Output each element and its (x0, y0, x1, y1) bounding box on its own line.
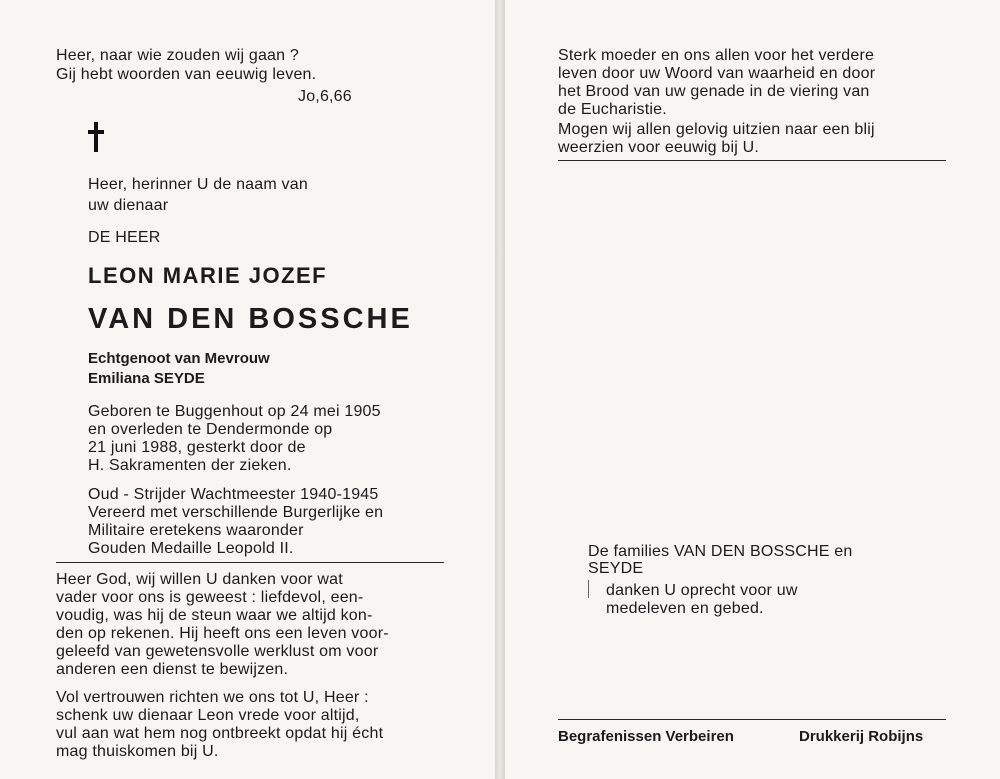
prayer-line-6: anderen een dienst te bewijzen. (56, 661, 289, 678)
bible-quote-reference: Jo,6,66 (298, 88, 352, 105)
divider-right-top (558, 160, 946, 161)
bible-quote-line-1: Heer, naar wie zouden wij gaan ? (56, 47, 299, 64)
honorific-title: DE HEER (88, 229, 161, 246)
thanks-indent-mark (588, 580, 589, 598)
hope-line-1: Mogen wij allen gelovig uitzien naar een blij (558, 121, 875, 138)
prayer-line-2: vader voor ons is geweest : liefdevol, een- (56, 589, 364, 606)
life-line-3: 21 juni 1988, gesterkt door de (88, 439, 306, 456)
right-prayer-line-1: Sterk moeder en ons allen voor het verdere (558, 47, 875, 64)
undertaker-credit: Begrafenissen Verbeiren (558, 728, 734, 745)
thanks-line-3: danken U oprecht voor uw (606, 582, 798, 599)
veteran-line-2: Vereerd met verschillende Burgerlijke en (88, 504, 384, 521)
prayer-line-1: Heer God, wij willen U danken voor wat (56, 571, 343, 588)
spouse-line-2: Emiliana SEYDE (88, 370, 205, 387)
remember-line-2: uw dienaar (88, 197, 169, 214)
card-fold (495, 0, 505, 779)
veteran-line-4: Gouden Medaille Leopold II. (88, 540, 294, 557)
prayer-2-line-4: mag thuiskomen bij U. (56, 743, 219, 760)
thanks-line-4: medeleven en gebed. (606, 600, 764, 617)
thanks-line-2: SEYDE (588, 560, 644, 577)
bible-quote-line-2: Gij hebt woorden van eeuwig leven. (56, 66, 317, 83)
prayer-2-line-3: vul aan wat hem nog ontbreekt opdat hij écht (56, 725, 384, 742)
remember-line-1: Heer, herinner U de naam van (88, 176, 308, 193)
right-prayer-line-3: het Brood van uw genade in de viering van (558, 83, 870, 100)
hope-line-2: weerzien voor eeuwig bij U. (558, 139, 760, 156)
veteran-line-3: Militaire eretekens waaronder (88, 522, 304, 539)
spouse-line-1: Echtgenoot van Mevrouw (88, 350, 270, 367)
prayer-2-line-2: schenk uw dienaar Leon vrede voor altijd, (56, 707, 360, 724)
prayer-line-5: geleefd van gewetensvolle werklust om voor (56, 643, 379, 660)
prayer-line-3: voudig, was hij de steun waar we altijd kon- (56, 607, 373, 624)
veteran-line-1: Oud - Strijder Wachtmeester 1940-1945 (88, 486, 379, 503)
cross-icon (86, 122, 106, 152)
right-prayer-line-2: leven door uw Woord van waarheid en door (558, 65, 876, 82)
life-line-1: Geboren te Buggenhout op 24 mei 1905 (88, 403, 381, 420)
printer-credit: Drukkerij Robijns (799, 728, 924, 745)
thanks-line-1: De families VAN DEN BOSSCHE en (588, 543, 853, 560)
life-line-2: en overleden te Dendermonde op (88, 421, 333, 438)
divider-left (56, 562, 444, 563)
life-line-4: H. Sakramenten der zieken. (88, 457, 292, 474)
divider-right-bottom (558, 719, 946, 720)
prayer-2-line-1: Vol vertrouwen richten we ons tot U, Heer : (56, 689, 369, 706)
prayer-line-4: den op rekenen. Hij heeft ons een leven voor- (56, 625, 389, 642)
deceased-given-names: LEON MARIE JOZEF (88, 263, 328, 288)
deceased-surname: VAN DEN BOSSCHE (88, 303, 413, 335)
right-prayer-line-4: de Eucharistie. (558, 101, 667, 118)
